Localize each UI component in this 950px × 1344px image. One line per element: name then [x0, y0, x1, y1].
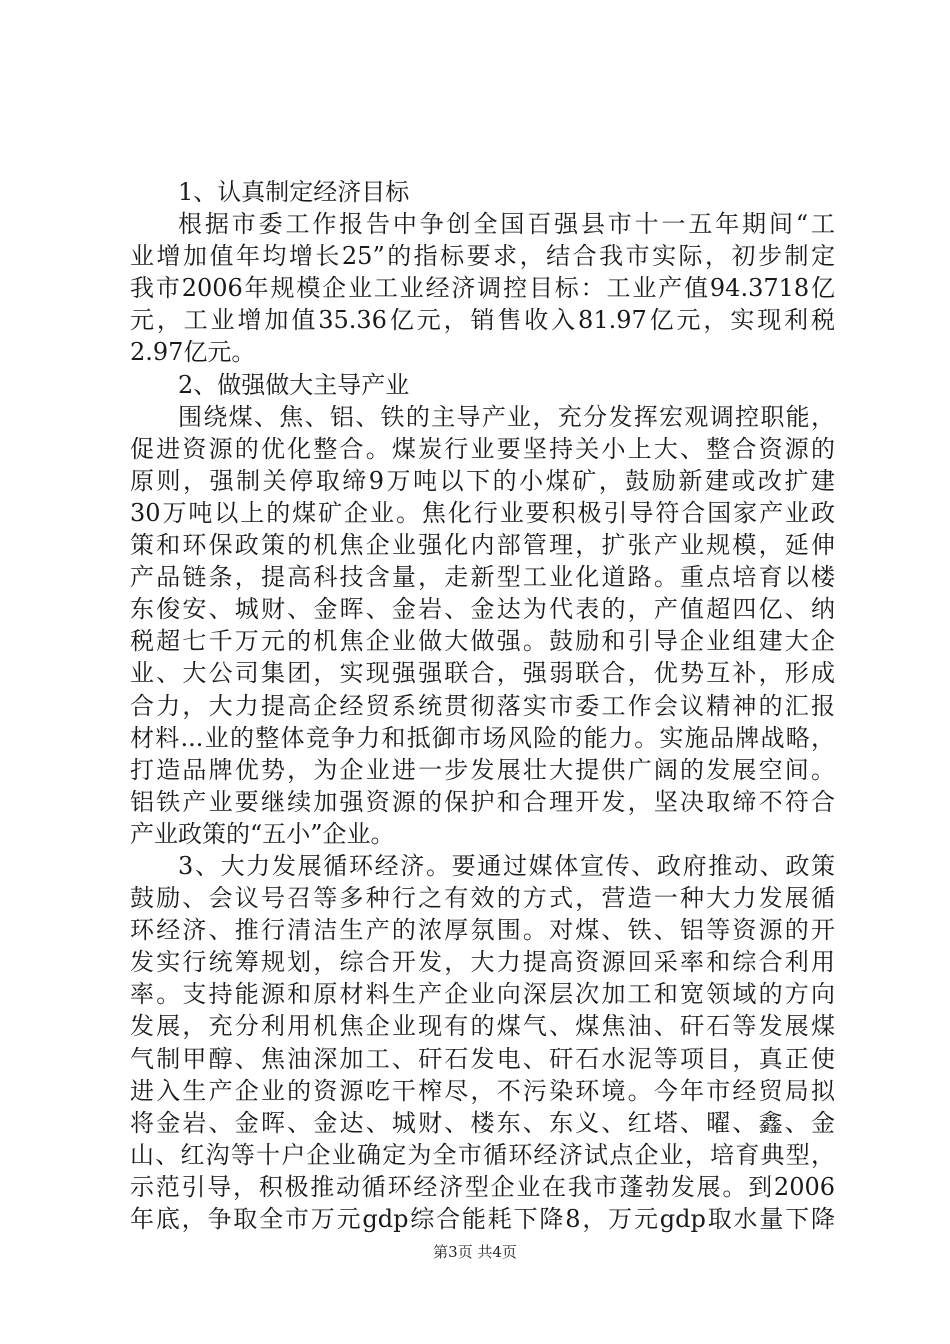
- text-line: 材料...业的整体竞争力和抵御市场风险的能力。实施品牌战略，: [130, 723, 835, 752]
- text-line: 发展，充分利用机焦企业现有的煤气、煤焦油、矸石等发展煤: [130, 1012, 835, 1041]
- text-line: 围绕煤、焦、铝、铁的主导产业，充分发挥宏观调控职能，: [178, 402, 835, 431]
- text-line: 根据市委工作报告中争创全国百强县市十一五年期间“工: [178, 210, 835, 239]
- text-line: 东俊安、城财、金晖、金岩、金达为代表的，产值超四亿、纳: [130, 595, 835, 624]
- text-line: 业增加值年均增长25”的指标要求，结合我市实际，初步制定: [130, 242, 835, 271]
- text-line: 策和环保政策的机焦企业强化内部管理，扩张产业规模，延伸: [130, 531, 835, 560]
- text-line: 气制甲醇、焦油深加工、矸石发电、矸石水泥等项目，真正使: [130, 1044, 835, 1073]
- text-line: 我市2006年规模企业工业经济调控目标：工业产值94.3718亿: [130, 274, 835, 303]
- text-line: 1、认真制定经济目标: [178, 178, 410, 206]
- text-line: 将金岩、金晖、金达、城财、楼东、东义、红塔、曜、鑫、金: [130, 1108, 835, 1137]
- text-line: 2.97亿元。: [130, 338, 256, 367]
- text-line: 合力，大力提高企经贸系统贯彻落实市委工作会议精神的汇报: [130, 691, 835, 720]
- text-line: 原则，强制关停取缔9万吨以下的小煤矿，鼓励新建或改扩建: [130, 466, 835, 495]
- text-line: 鼓励、会议号召等多种行之有效的方式，营造一种大力发展循: [130, 884, 835, 913]
- text-line: 产业政策的“五小”企业。: [130, 819, 395, 848]
- text-line: 率。支持能源和原材料生产企业向深层次加工和宽领域的方向: [130, 980, 835, 1009]
- text-line: 进入生产企业的资源吃干榨尽，不污染环境。今年市经贸局拟: [130, 1076, 835, 1105]
- text-line: 3、大力发展循环经济。要通过媒体宣传、政府推动、政策: [178, 851, 835, 880]
- text-line: 产品链条，提高科技含量，走新型工业化道路。重点培育以楼: [130, 563, 835, 592]
- text-line: 30万吨以上的煤矿企业。焦化行业要积极引导符合国家产业政: [130, 498, 835, 527]
- text-line: 促进资源的优化整合。煤炭行业要坚持关小上大、整合资源的: [130, 434, 835, 463]
- text-line: 业、大公司集团，实现强强联合，强弱联合，优势互补，形成: [130, 659, 835, 688]
- text-line: 2、做强做大主导产业: [178, 370, 410, 399]
- document-body: [130, 176, 835, 1235]
- text-line: 环经济、推行清洁生产的浓厚氛围。对煤、铁、铝等资源的开: [130, 916, 835, 945]
- text-line: 铝铁产业要继续加强资源的保护和合理开发，坚决取缔不符合: [130, 787, 835, 816]
- text-line: 山、红沟等十户企业确定为全市循环经济试点企业，培育典型，: [130, 1140, 835, 1169]
- text-line: 发实行统筹规划，综合开发，大力提高资源回采率和综合利用: [130, 948, 835, 977]
- text-line: 元，工业增加值35.36亿元，销售收入81.97亿元，实现利税: [130, 306, 835, 335]
- page-footer: 第3页 共4页: [433, 1243, 517, 1261]
- text-line: 税超七千万元的机焦企业做大做强。鼓励和引导企业组建大企: [130, 627, 835, 656]
- text-line: 年底，争取全市万元gdp综合能耗下降8，万元gdp取水量下降: [130, 1205, 835, 1233]
- text-line: 示范引导，积极推动循环经济型企业在我市蓬勃发展。到2006: [130, 1172, 835, 1201]
- text-line: 打造品牌优势，为企业进一步发展壮大提供广阔的发展空间。: [130, 755, 835, 784]
